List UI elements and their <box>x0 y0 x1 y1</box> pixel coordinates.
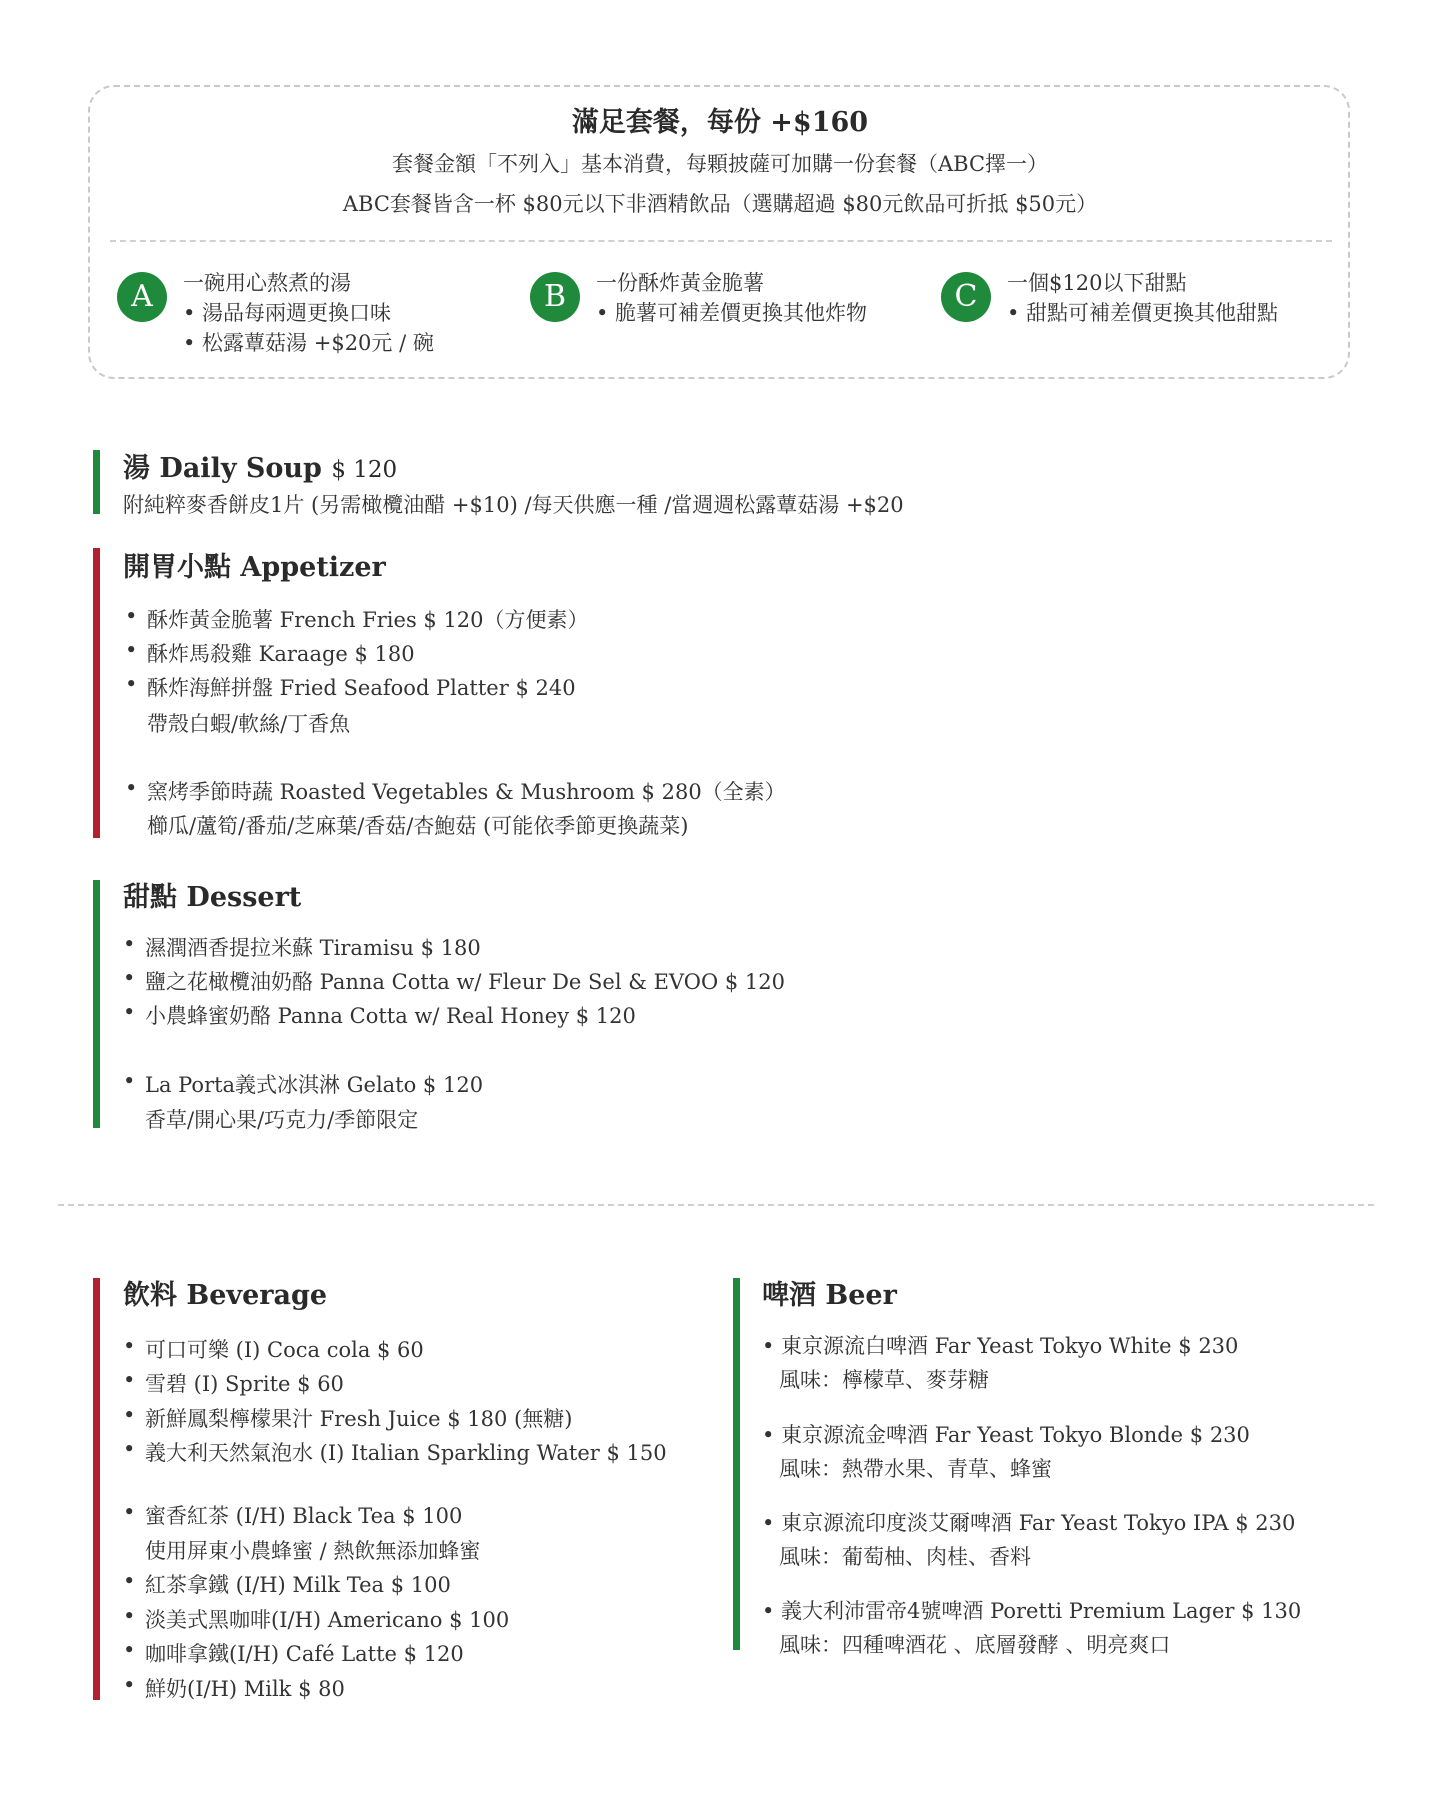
option-b-detail: • 脆薯可補差價更換其他炸物 <box>596 301 868 325</box>
menu-item: • 酥炸海鮮拼盤 Fried Seafood Platter $ 240 <box>147 672 576 702</box>
menu-item: • 窯烤季節時蔬 Roasted Vegetables & Mushroom $ 280（全素） <box>147 776 786 806</box>
beer-title: 啤酒 Beer <box>762 1280 897 1311</box>
menu-item-detail: 使用屏東小農蜂蜜 / 熱飲無添加蜂蜜 <box>145 1539 481 1563</box>
menu-item: • 可口可樂 (I) Coca cola $ 60 <box>145 1334 424 1364</box>
beer-flavor: 風味：葡萄柚、肉桂、香料 <box>779 1545 1031 1569</box>
beer-item: • 東京源流金啤酒 Far Yeast Tokyo Blonde $ 230 <box>762 1423 1250 1447</box>
menu-item: • 新鮮鳳梨檸檬果汁 Fresh Juice $ 180 (無糖) <box>145 1403 572 1433</box>
option-c-detail: • 甜點可補差價更換其他甜點 <box>1007 301 1279 325</box>
menu-item: • 酥炸黃金脆薯 French Fries $ 120（方便素） <box>147 604 589 634</box>
option-b-title: 一份酥炸黃金脆薯 <box>596 271 764 295</box>
beer-item: • 東京源流印度淡艾爾啤酒 Far Yeast Tokyo IPA $ 230 <box>762 1511 1296 1535</box>
soup-title <box>123 446 397 485</box>
set-menu-divider <box>110 240 1332 242</box>
beverage-accent-bar <box>93 1278 100 1700</box>
option-a-badge: A <box>117 272 167 322</box>
menu-item: • 濕潤酒香提拉米蘇 Tiramisu $ 180 <box>145 932 481 962</box>
menu-item: • 小農蜂蜜奶酪 Panna Cotta w/ Real Honey $ 120 <box>145 1000 636 1030</box>
menu-item: • 雪碧 (I) Sprite $ 60 <box>145 1368 344 1398</box>
menu-item: • 鮮奶(I/H) Milk $ 80 <box>145 1673 345 1703</box>
menu-item: • 義大利天然氣泡水 (I) Italian Sparkling Water $ 150 <box>145 1437 667 1467</box>
section-divider <box>58 1204 1374 1206</box>
menu-item-detail: 櫛瓜/蘆筍/番茄/芝麻葉/香菇/杏鮑菇 (可能依季節更換蔬菜) <box>147 814 689 838</box>
menu-item: • 酥炸馬殺雞 Karaage $ 180 <box>147 638 415 668</box>
set-menu-note-1: 套餐金額「不列入」基本消費，每顆披薩可加購一份套餐（ABC擇一） <box>391 152 1049 176</box>
option-b-badge: B <box>530 272 580 322</box>
menu-item: • La Porta義式冰淇淋 Gelato $ 120 <box>145 1069 483 1099</box>
option-a-title: 一碗用心熬煮的湯 <box>183 271 351 295</box>
menu-item: • 淡美式黑咖啡(I/H) Americano $ 100 <box>145 1604 509 1634</box>
beer-flavor: 風味：熱帶水果、青草、蜂蜜 <box>779 1457 1052 1481</box>
dessert-accent-bar <box>93 880 100 1128</box>
soup-accent-bar <box>93 450 100 514</box>
menu-item-detail: 香草/開心果/巧克力/季節限定 <box>145 1108 419 1132</box>
menu-item: • 紅茶拿鐵 (I/H) Milk Tea $ 100 <box>145 1569 451 1599</box>
beer-item: • 義大利沛雷帝4號啤酒 Poretti Premium Lager $ 130 <box>762 1599 1302 1623</box>
menu-item: • 蜜香紅茶 (I/H) Black Tea $ 100 <box>145 1500 462 1530</box>
option-c-badge: C <box>941 272 991 322</box>
beer-item: • 東京源流白啤酒 Far Yeast Tokyo White $ 230 <box>762 1334 1239 1358</box>
set-menu-note-2: ABC套餐皆含一杯 $80元以下非酒精飲品（選購超過 $80元飲品可折抵 $50元） <box>342 192 1098 216</box>
soup-price: $ 120 <box>331 457 398 483</box>
set-menu-title: 滿足套餐，每份 +$160 <box>571 107 869 138</box>
appetizer-title: 開胃小點 Appetizer <box>123 552 386 583</box>
appetizer-accent-bar <box>93 548 100 838</box>
menu-item: • 鹽之花橄欖油奶酪 Panna Cotta w/ Fleur De Sel & EVOO $ 120 <box>145 966 785 996</box>
beer-accent-bar <box>733 1278 740 1650</box>
beer-flavor: 風味：檸檬草、麥芽糖 <box>779 1368 989 1392</box>
menu-item-detail: 帶殼白蝦/軟絲/丁香魚 <box>147 712 351 736</box>
beverage-title: 飲料 Beverage <box>123 1280 328 1311</box>
dessert-title: 甜點 Dessert <box>123 882 302 913</box>
soup-title-text: 湯 Daily Soup <box>123 453 322 484</box>
option-a-detail: • 松露蕈菇湯 +$20元 / 碗 <box>183 331 434 355</box>
beer-flavor: 風味：四種啤酒花 、底層發酵 、明亮爽口 <box>779 1633 1171 1657</box>
option-c-title: 一個$120以下甜點 <box>1007 271 1187 295</box>
option-a-detail: • 湯品每兩週更換口味 <box>183 301 392 325</box>
menu-item: • 咖啡拿鐵(I/H) Café Latte $ 120 <box>145 1638 464 1668</box>
soup-note: 附純粹麥香餅皮1片 (另需橄欖油醋 +$10) /每天供應一種 /當週週松露蕈菇湯 +$20 <box>123 493 904 517</box>
